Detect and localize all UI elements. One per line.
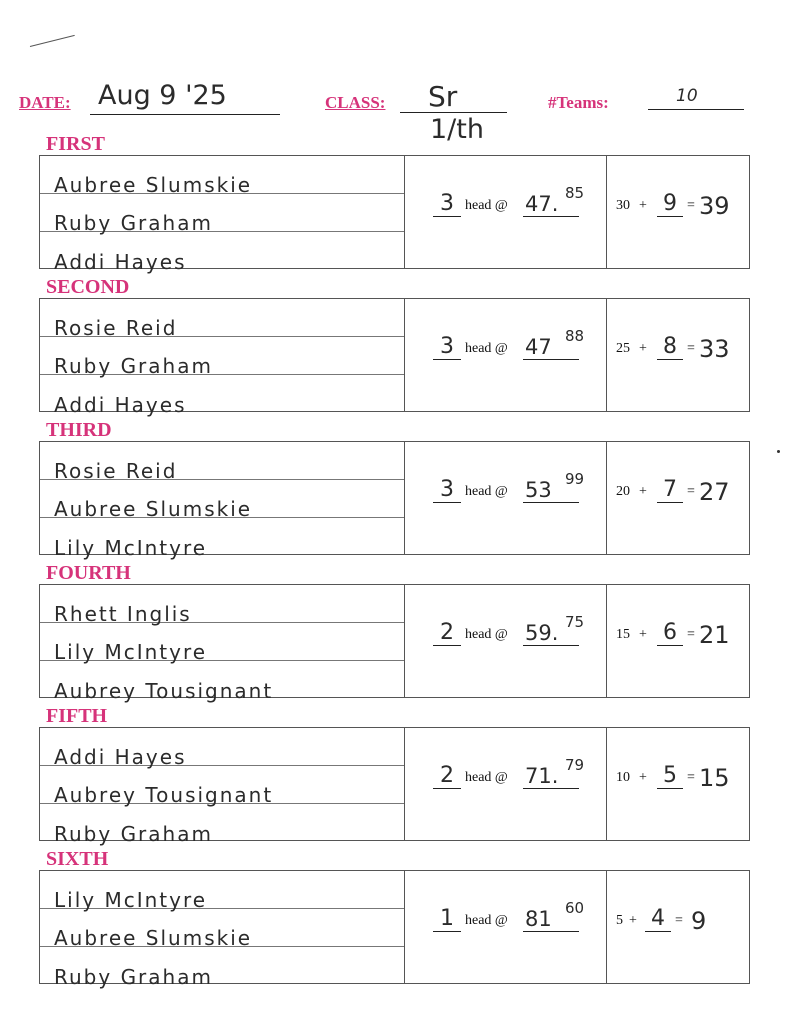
rider-row <box>40 480 404 521</box>
time-whole: 47. <box>523 192 579 217</box>
time-decimal: 99 <box>565 470 585 488</box>
head-at-label: head @ <box>465 913 508 928</box>
place-label-6: SIXTH <box>46 848 109 870</box>
class-label: CLASS: <box>325 93 386 112</box>
plus-sign: + <box>639 770 647 785</box>
rider-names <box>40 299 405 417</box>
rider-row <box>40 766 404 807</box>
rider-name: Ruby Graham <box>54 822 213 846</box>
equals-sign: = <box>675 913 683 928</box>
plus-sign: + <box>639 627 647 642</box>
head-at-label: head @ <box>465 770 508 785</box>
rider-names <box>40 442 405 560</box>
base-points: 30 <box>616 198 630 213</box>
bonus-points: 7 <box>657 478 683 503</box>
total-points: 9 <box>691 907 707 935</box>
date-value: Aug 9 '25 <box>98 80 227 111</box>
teams-underline <box>648 109 744 110</box>
teams-label: #Teams: <box>548 93 609 112</box>
time-decimal: 75 <box>565 613 585 631</box>
equals-sign: = <box>687 770 695 785</box>
place-label-1: FIRST <box>46 133 105 155</box>
time-whole: 71. <box>523 764 579 789</box>
rider-row <box>40 337 404 378</box>
time-decimal: 88 <box>565 327 585 345</box>
place-block-1 <box>39 155 750 274</box>
base-points: 20 <box>616 484 630 499</box>
rider-name: Ruby Graham <box>54 354 213 378</box>
score-cell <box>607 442 751 554</box>
rider-name: Lily McIntyre <box>54 888 208 912</box>
heads-time-cell <box>405 728 607 840</box>
rider-row <box>40 299 404 340</box>
teams-value: 10 <box>676 86 698 106</box>
date-underline <box>90 114 280 115</box>
date-label: DATE: <box>19 93 71 112</box>
rider-name: Aubree Slumskie <box>54 497 253 521</box>
rider-row <box>40 375 404 417</box>
equals-sign: = <box>687 341 695 356</box>
rider-name: Lily McIntyre <box>54 536 208 560</box>
bonus-points: 5 <box>657 764 683 789</box>
rider-name: Aubrey Tousignant <box>54 679 274 703</box>
heads-count: 1 <box>433 907 461 932</box>
score-cell <box>607 585 751 697</box>
rider-name: Ruby Graham <box>54 211 213 235</box>
total-points: 27 <box>699 478 730 506</box>
place-block-2 <box>39 298 750 417</box>
rider-name: Aubree Slumskie <box>54 926 253 950</box>
score-cell <box>607 871 751 983</box>
head-at-label: head @ <box>465 341 508 356</box>
rider-name: Addi Hayes <box>54 745 187 769</box>
time-whole: 59. <box>523 621 579 646</box>
score-cell <box>607 156 751 268</box>
equals-sign: = <box>687 627 695 642</box>
bonus-points: 9 <box>657 192 683 217</box>
rider-names <box>40 871 405 989</box>
total-points: 15 <box>699 764 730 792</box>
base-points: 25 <box>616 341 630 356</box>
rider-row <box>40 623 404 664</box>
head-at-label: head @ <box>465 484 508 499</box>
time-decimal: 79 <box>565 756 585 774</box>
place-block-6 <box>39 870 750 989</box>
rider-row <box>40 442 404 483</box>
bonus-points: 4 <box>645 907 671 932</box>
rider-row <box>40 804 404 846</box>
time-whole: 47 <box>523 335 579 360</box>
rider-names <box>40 585 405 703</box>
rider-row <box>40 585 404 626</box>
rider-row <box>40 194 404 235</box>
time-whole: 53 <box>523 478 579 503</box>
margin-dot <box>777 450 780 453</box>
place-label-4: FOURTH <box>46 562 131 584</box>
plus-sign: + <box>639 198 647 213</box>
class-subvalue: 1/th <box>430 114 484 145</box>
heads-count: 3 <box>433 192 461 217</box>
heads-time-cell <box>405 585 607 697</box>
heads-time-cell <box>405 871 607 983</box>
time-decimal: 85 <box>565 184 585 202</box>
heads-time-cell <box>405 442 607 554</box>
rider-name: Rosie Reid <box>54 316 178 340</box>
rider-name: Ruby Graham <box>54 965 213 989</box>
bonus-points: 6 <box>657 621 683 646</box>
equals-sign: = <box>687 484 695 499</box>
plus-sign: + <box>639 484 647 499</box>
rider-row <box>40 728 404 769</box>
score-cell <box>607 728 751 840</box>
rider-row <box>40 661 404 703</box>
bonus-points: 8 <box>657 335 683 360</box>
heads-count: 2 <box>433 764 461 789</box>
rider-name: Addi Hayes <box>54 250 187 274</box>
rider-name: Aubree Slumskie <box>54 173 253 197</box>
place-label-2: SECOND <box>46 276 130 298</box>
stray-pen-mark <box>30 35 75 47</box>
rider-names <box>40 728 405 846</box>
time-whole: 81 <box>523 907 579 932</box>
total-points: 33 <box>699 335 730 363</box>
rider-row <box>40 156 404 197</box>
place-label-5: FIFTH <box>46 705 108 727</box>
total-points: 21 <box>699 621 730 649</box>
heads-time-cell <box>405 299 607 411</box>
heads-count: 2 <box>433 621 461 646</box>
base-points: 15 <box>616 627 630 642</box>
head-at-label: head @ <box>465 198 508 213</box>
time-decimal: 60 <box>565 899 585 917</box>
rider-name: Rhett Inglis <box>54 602 192 626</box>
total-points: 39 <box>699 192 730 220</box>
rider-row <box>40 518 404 560</box>
rider-row <box>40 232 404 274</box>
place-label-3: THIRD <box>46 419 112 441</box>
plus-sign: + <box>639 341 647 356</box>
plus-sign: + <box>629 913 637 928</box>
class-value: Sr <box>428 80 458 113</box>
equals-sign: = <box>687 198 695 213</box>
heads-count: 3 <box>433 478 461 503</box>
rider-name: Rosie Reid <box>54 459 178 483</box>
base-points: 10 <box>616 770 630 785</box>
rider-names <box>40 156 405 274</box>
place-block-5 <box>39 727 750 846</box>
heads-time-cell <box>405 156 607 268</box>
class-underline <box>400 112 507 113</box>
base-points: 5 <box>616 913 623 928</box>
head-at-label: head @ <box>465 627 508 642</box>
rider-row <box>40 947 404 989</box>
place-block-3 <box>39 441 750 560</box>
heads-count: 3 <box>433 335 461 360</box>
rider-row <box>40 909 404 950</box>
place-block-4 <box>39 584 750 703</box>
rider-name: Addi Hayes <box>54 393 187 417</box>
score-cell <box>607 299 751 411</box>
rider-name: Aubrey Tousignant <box>54 783 274 807</box>
rider-row <box>40 871 404 912</box>
rider-name: Lily McIntyre <box>54 640 208 664</box>
